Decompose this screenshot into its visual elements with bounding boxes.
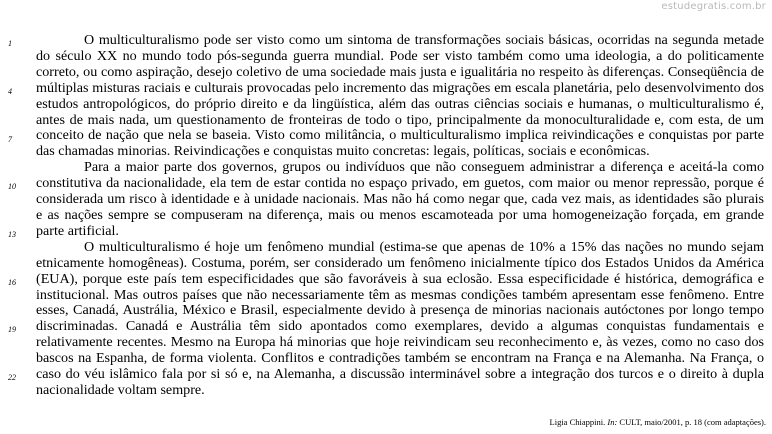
paragraph-3: O multiculturalismo é hoje um fenômeno mundial (estima-se que apenas de 10% a 15% das nações no mundo sejam etnicamente homogêneas). Costuma, porém, ser considerado um fenômeno inicialmente típico dos Estados Unidos da América (EUA), porque este país tem especificidades que são favoráveis à sua eclosão. Essa especificidade é histórica, demográfica e institucional. Mas outros países que não necessariamente têm as mesmas condições também apresentam esse fenômeno. Entre esses, Canadá, Austrália, México e Brasil, especialmente devido à presença de minorias nacionais autóctones por longo tempo discriminadas. Canadá e Austrália têm sido apontados como exemplares, devido a algumas conquistas fundamentais e relativamente recentes. Mesmo na Europa há minorias que hoje reivindicam seu reconhecimento e, às vezes, como no caso dos bascos na Espanha, de forma violenta. Conflitos e contradições também se encontram na França e na Alemanha. Na França, o caso do véu islâmico fala por si só e, na Alemanha, a discussão interminável sobre a integração dos turcos e o direito à dupla nacionalidade voltam sempre. — [36, 238, 764, 398]
line-number: 19 — [8, 325, 16, 334]
line-number: 22 — [8, 373, 16, 382]
line-number: 7 — [8, 135, 12, 144]
line-number: 10 — [8, 182, 16, 191]
paragraph-1: O multiculturalismo pode ser visto como um sintoma de transformações sociais básicas, ocorridas na segunda metade do século XX no mundo todo pós-segunda guerra mundial. Pode ser visto também como uma ideologia, a do politicamente correto, ou como aspiração, desejo coletivo de uma sociedade mais justa e igualitária no respeito às diferenças. Conseqüência de múltiplas misturas raciais e culturais provocadas pelo incremento das migrações em escala planetária, pelo desenvolvimento dos estudos antropológicos, do próprio direito e da lingüística, além das outras ciências sociais e humanas, o multiculturalismo é, antes de mais nada, um questionamento de fronteiras de todo o tipo, principalmente da monoculturalidade e, com esta, de um conceito de nação que nela se baseia. Visto como militância, o multiculturalismo implica reivindicações e conquistas por parte das chamadas minorias. Reivindicações e conquistas muito concretas: legais, políticas, sociais e econômicas. — [36, 32, 764, 160]
citation-source: CULT, maio/2001, p. 18 (com adaptações). — [619, 417, 766, 427]
paragraph-2: Para a maior parte dos governos, grupos ou indivíduos que não conseguem administrar a diferença e aceitá-la como constitutiva da nacionalidade, ela tem de estar contida no espaço privado, em guetos, com maior ou menor repressão, porque é considerada um risco à identidade e à unidade nacionais. Mas não há como negar que, cada vez mais, as identidades são plurais e as nações sempre se compuseram na diferença, mais ou menos escamoteada por uma homogeneização forçada, em grande parte artificial. — [36, 159, 764, 239]
article-text — [36, 33, 764, 399]
line-number-column — [0, 0, 30, 434]
line-number: 16 — [8, 278, 16, 287]
line-number: 4 — [8, 87, 12, 96]
watermark: estudegratis.com.br — [661, 1, 766, 12]
line-number: 1 — [8, 39, 12, 48]
line-number: 13 — [8, 230, 16, 239]
citation-author: Ligia Chiappini. — [549, 417, 606, 427]
citation — [550, 417, 766, 427]
citation-in-label: In: — [607, 417, 618, 427]
